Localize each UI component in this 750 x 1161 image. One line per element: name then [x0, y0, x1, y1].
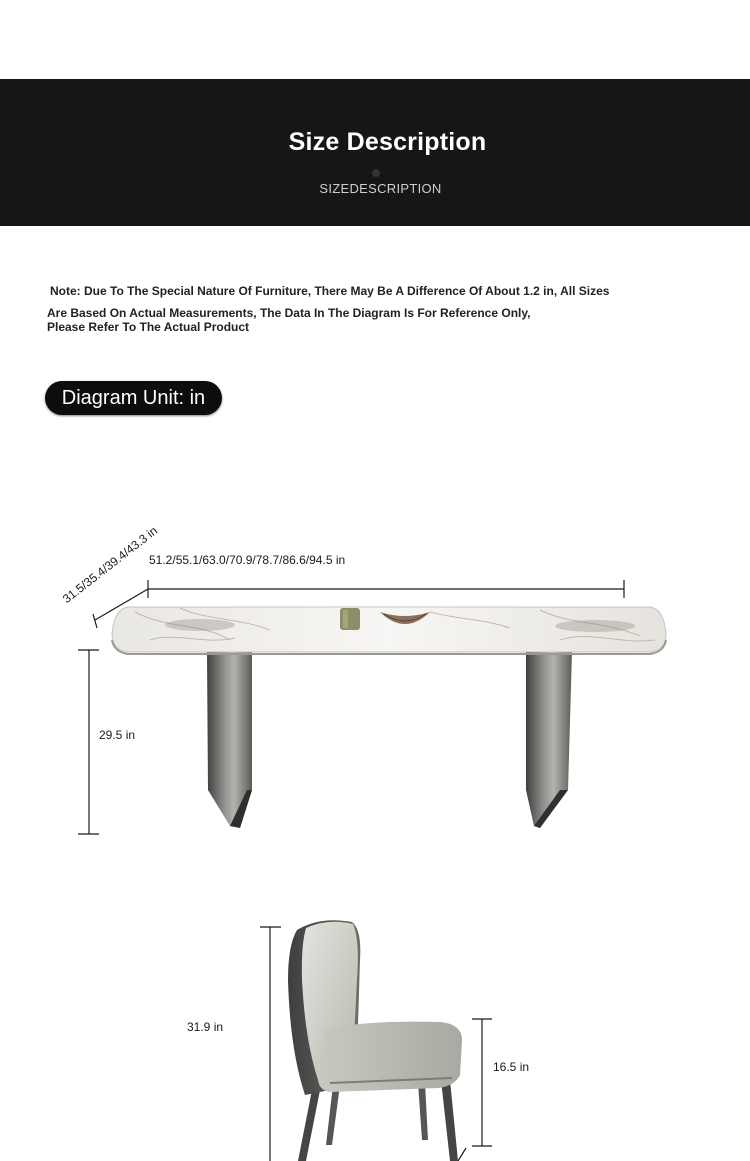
- note-line-2: Are Based On Actual Measurements, The Data In The Diagram Is For Reference Only,: [47, 306, 531, 320]
- note-line-3: Please Refer To The Actual Product: [47, 320, 250, 334]
- page-subtitle: SIZEDESCRIPTION: [0, 181, 750, 196]
- chair-illustration: [288, 920, 462, 1161]
- chair-seat-height-label: 16.5 in: [493, 1060, 530, 1074]
- table-illustration: [112, 607, 666, 828]
- note-line-1: Note: Due To The Special Nature Of Furniture, There May Be A Difference Of About 1.2 in, All Sizes: [50, 284, 610, 298]
- chair-height-label: 31.9 in: [187, 1020, 224, 1034]
- diagram-unit-badge: Diagram Unit: in: [45, 381, 222, 415]
- chair-seat-dimension-line: [458, 1019, 492, 1161]
- chair-height-dimension-line: [260, 927, 281, 1161]
- table-height-dimension-line: [78, 650, 99, 834]
- page-title: Size Description: [288, 128, 487, 156]
- table-width-dimension-line: [148, 580, 624, 598]
- table-depth-label: 31.5/35.4/39.4/43.3 in: [60, 523, 161, 607]
- table-width-label: 51.2/55.1/63.0/70.9/78.7/86.6/94.5 in: [149, 553, 346, 567]
- table-height-label: 29.5 in: [99, 728, 136, 742]
